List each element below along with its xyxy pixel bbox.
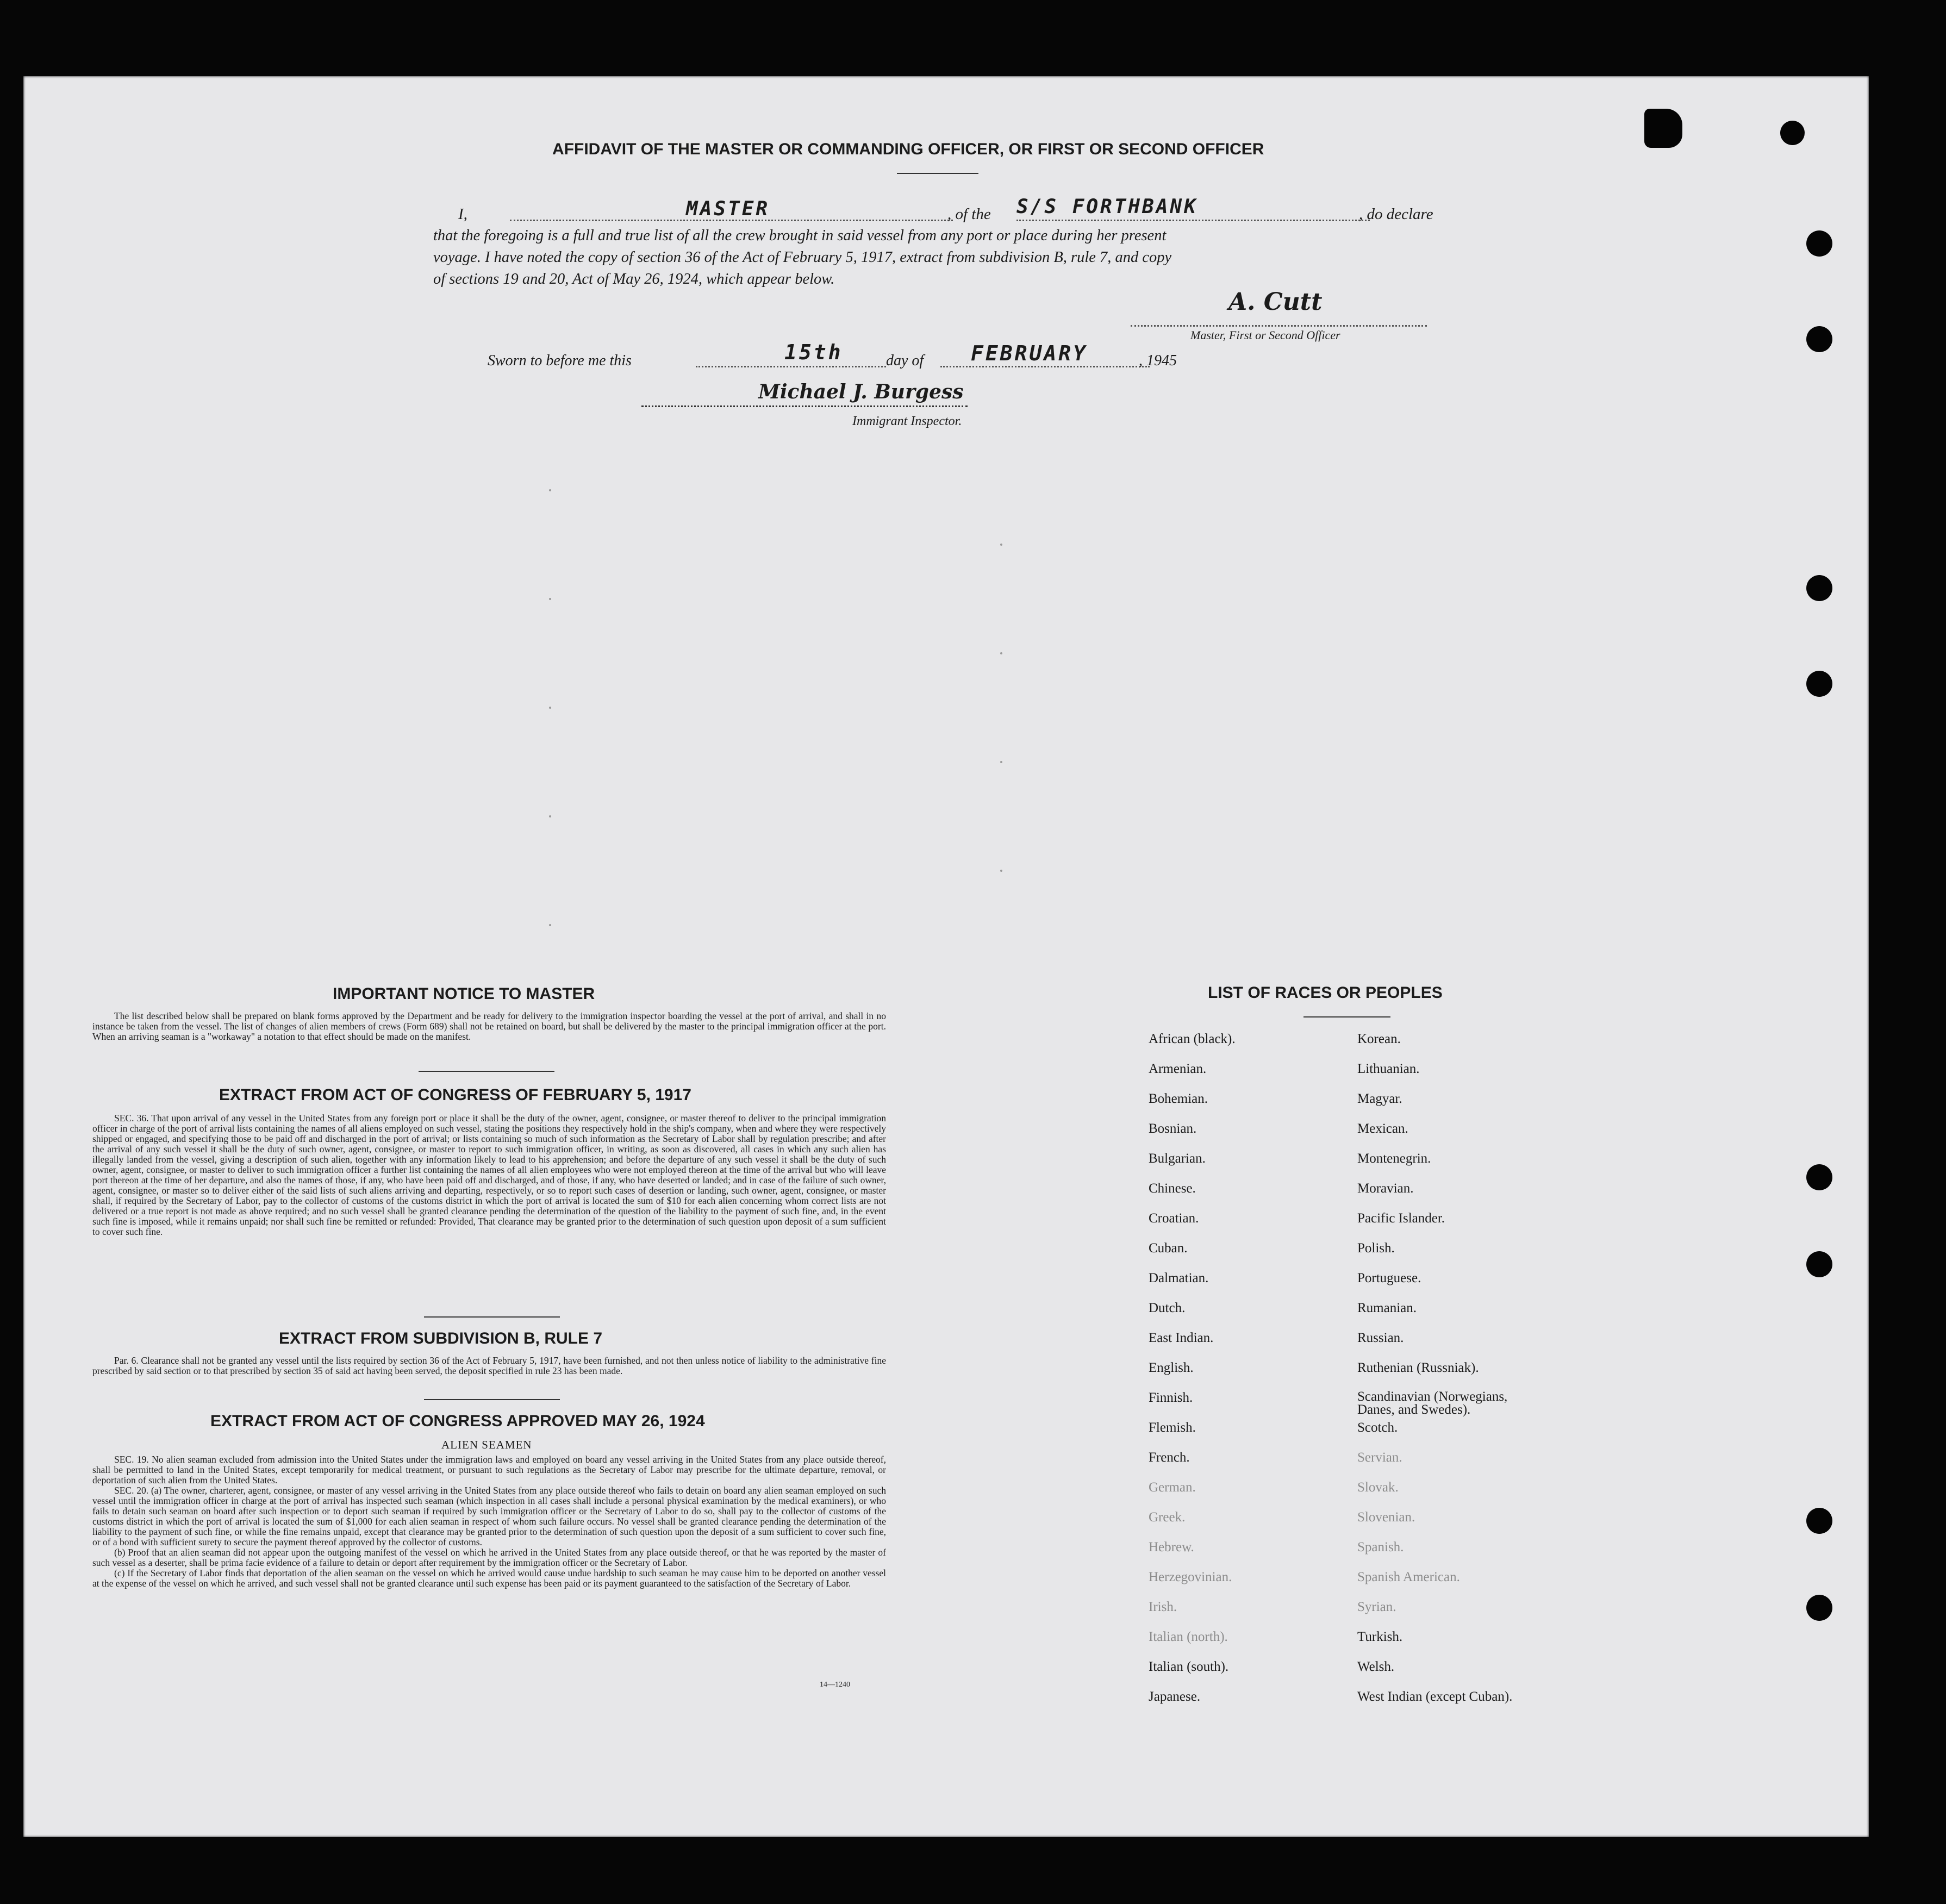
sworn-day-of: day of — [886, 352, 924, 369]
sworn-prefix: Sworn to before me this — [488, 352, 632, 369]
guide-dot — [549, 815, 551, 817]
race-item: Slovak. — [1357, 1480, 1399, 1495]
race-item: Russian. — [1357, 1331, 1404, 1345]
sworn-month-handwritten: FEBRUARY — [971, 341, 1088, 365]
race-item: Rumanian. — [1357, 1301, 1417, 1315]
guide-dot — [1000, 761, 1002, 763]
binder-hole — [1806, 1508, 1832, 1534]
race-item: Moravian. — [1357, 1181, 1414, 1196]
declaration-line-3: voyage. I have noted the copy of section 36 of the Act of February 5, 1917, extract from subdivision B, rule 7, and copy — [433, 249, 1172, 266]
vessel-name-handwritten: S/S FORTHBANK — [1016, 196, 1198, 218]
race-item: Greek. — [1149, 1510, 1186, 1525]
notice-text — [92, 1011, 886, 1042]
race-item: Dalmatian. — [1149, 1271, 1209, 1285]
vessel-blank — [1016, 220, 1370, 221]
rule-7-text — [92, 1356, 886, 1376]
race-item: African (black). — [1149, 1032, 1236, 1046]
guide-dot — [549, 924, 551, 926]
divider — [419, 1071, 554, 1072]
race-item: Slovenian. — [1357, 1510, 1415, 1525]
race-item: Ruthenian (Russniak). — [1357, 1360, 1479, 1375]
race-item: Welsh. — [1357, 1659, 1395, 1674]
month-blank — [940, 366, 1150, 367]
guide-dot — [549, 598, 551, 600]
binder-hole — [1806, 326, 1832, 352]
binder-hole — [1806, 1164, 1832, 1190]
binder-hole — [1806, 1595, 1832, 1621]
master-signature-line — [1131, 325, 1427, 327]
notice-title: IMPORTANT NOTICE TO MASTER — [333, 985, 595, 1003]
races-title: LIST OF RACES OR PEOPLES — [1208, 984, 1443, 1002]
sec-20a-paragraph: SEC. 20. (a) The owner, charterer, agent, consignee, or master of any vessel arriving in the United States from any place outside thereof who fails to detain on board any alien seaman employed on such vessel until the immigration officer in charge at the port of arrival has inspected such seaman (which inspection in all cases shall include a personal physical examination by the medical examiners), or who fails to detain such seaman on board after such inspection or to deport such seaman if required by such immigration officer or the Secretary of Labor to do so, shall pay to the collector of customs of the customs district in which the port of arrival is located the sum of $1,000 for each alien seaman in respect of whom such failure occurs. No vessel shall be granted clearance pending the determination of the liability to the payment of such fine, or while the fine remains unpaid, except that clearance may be granted prior to the determination of such question upon the deposit of a sum sufficient to cover such fine, or of a bond with sufficient surety to secure the payment thereof approved by the collector of customs. — [92, 1485, 886, 1547]
race-item: Italian (south). — [1149, 1659, 1229, 1674]
race-item: Herzegovinian. — [1149, 1570, 1232, 1584]
declaration-line-4: of sections 19 and 20, Act of May 26, 1924, which appear below. — [433, 271, 835, 288]
guide-dot — [1000, 544, 1002, 546]
sworn-year: , 1945 — [1139, 352, 1177, 369]
alien-seamen-subtitle: ALIEN SEAMEN — [441, 1438, 532, 1451]
declaration-of-the: , of the — [947, 205, 991, 223]
day-blank — [696, 366, 886, 367]
race-item: Montenegrin. — [1357, 1151, 1431, 1166]
race-item: Lithuanian. — [1357, 1062, 1420, 1076]
races-underline — [1303, 1016, 1390, 1017]
race-item: Magyar. — [1357, 1091, 1402, 1106]
sec-20c-paragraph: (c) If the Secretary of Labor finds that deportation of the alien seaman on the vessel on which he arrived would cause undue hardship to such seaman he may cause him to be deported on another vessel at the expense of the vessel on which he arrived, and such vessel shall not be granted clearance until such expense has been paid or its payment guaranteed to the satisfaction of the Secretary of Labor. — [92, 1568, 886, 1589]
extract-1917-title: EXTRACT FROM ACT OF CONGRESS OF FEBRUARY 5, 1917 — [219, 1086, 691, 1104]
binder-tab-mark — [1644, 109, 1682, 148]
race-item: Scotch. — [1357, 1420, 1398, 1435]
master-name-handwritten: MASTER — [686, 198, 770, 220]
race-item: Scandinavian (Norwegians, Danes, and Swedes). — [1357, 1389, 1508, 1417]
extract-1924-text — [92, 1454, 886, 1589]
race-item: Bosnian. — [1149, 1121, 1197, 1136]
sec-20b-paragraph: (b) Proof that an alien seaman did not appear upon the outgoing manifest of the vessel on which he arrived in the United States from any place outside thereof, or that he was reported by the master of such vessel as a deserter, shall be prima facie evidence of a failure to detain or deport after requirement by the immigration officer or the Secretary of Labor. — [92, 1547, 886, 1568]
race-item: Mexican. — [1357, 1121, 1408, 1136]
sec-36-paragraph: SEC. 36. That upon arrival of any vessel in the United States from any foreign port or place it shall be the duty of the owner, agent, consignee, or master thereof to deliver to the principal immigration officer in charge of the port of arrival lists containing the names of all aliens employed on such vessel, stating the positions they respectively hold in the ship's company, when and where they were respectively shipped or engaged, and specifying those to be paid off and discharged in the port of arrival; or lists containing so much of such information as the Secretary of Labor shall by regulation prescribe; and after the arrival of any such vessel it shall be the duty of such owner, agent, consignee, or master to report to such immigration officer, in writing, as soon as discovered, all cases in which any such alien has illegally landed from the vessel, giving a description of such alien, together with any information likely to lead to his apprehension; and before the departure of any such vessel it shall be the duty of such owner, agent, consignee, or master to deliver to such immigration officer a further list containing the names of all alien employees who were not employed thereon at the time of the arrival but who will leave port thereon at the time of her departure, and also the names of those, if any, who have been paid off and discharged, and of those, if any, who have deserted or landed; and in case of the failure of such owner, agent, consignee, or master so to deliver either of the said lists of such aliens arriving and departing, respectively, or so to report such cases of desertion or landing, such owner, agent, consignee, or master shall, if required by the Secretary of Labor, pay to the collector of customs of the customs district in which the port of arrival is located the sum of $10 for each alien concerning whom correct lists are not delivered or a true report is not made as above required; and no such vessel shall be granted clearance pending the determination of the question of the liability to the payment of such fine, and, in the event such fine is imposed, while it remains unpaid; nor shall such fine be remitted or refunded: Provided, That clearance may be granted prior to the determination of such question upon deposit of a sum sufficient to cover such fine. — [92, 1113, 886, 1237]
guide-dot — [1000, 652, 1002, 654]
race-item: East Indian. — [1149, 1331, 1214, 1345]
race-item: Dutch. — [1149, 1301, 1186, 1315]
race-item: West Indian (except Cuban). — [1357, 1689, 1513, 1704]
notice-paragraph: The list described below shall be prepared on blank forms approved by the Department and be ready for delivery to the immigration inspector boarding the vessel at the port of arrival, and shall in no instance be taken from the vessel. The list of changes of alien members of crews (Form 689) shall not be retained on board, but shall be delivered by the master to the principal immigration officer at the port. When an arriving seaman is a "workaway" a notation to that effect should be made on the manifest. — [92, 1010, 886, 1042]
race-item: Armenian. — [1149, 1062, 1207, 1076]
binder-hole — [1806, 1251, 1832, 1277]
extract-1924-title: EXTRACT FROM ACT OF CONGRESS APPROVED MAY 26, 1924 — [210, 1412, 705, 1430]
declaration-suffix: , do declare — [1359, 205, 1433, 223]
race-item: Spanish American. — [1357, 1570, 1460, 1584]
declaration-line-2: that the foregoing is a full and true list of all the crew brought in said vessel from any port or place during her present — [433, 227, 1167, 244]
guide-dot — [549, 489, 551, 491]
declaration-prefix: I, — [458, 205, 467, 223]
sec-19-paragraph: SEC. 19. No alien seaman excluded from admission into the United States under the immigration laws and employed on board any vessel arriving in the United States from any place outside thereof, shall be permitted to land in the United States, except temporarily for medical treatment, or pursuant to such regulations as the Secretary of Labor may prescribe for the ultimate departure, removal, or deportation of such alien from the United States. — [92, 1454, 886, 1485]
par-6-paragraph: Par. 6. Clearance shall not be granted any vessel until the lists required by section 36 of the Act of February 5, 1917, have been furnished, and not then unless notice of liability to the administrative fine prescribed by said section or to that prescribed by section 35 of said act having been served, the deposit specified in rule 23 has been made. — [92, 1355, 886, 1376]
race-item: Turkish. — [1357, 1630, 1403, 1644]
binder-hole — [1780, 121, 1805, 145]
race-item: Pacific Islander. — [1357, 1211, 1445, 1226]
race-item: Chinese. — [1149, 1181, 1196, 1196]
master-caption: Master, First or Second Officer — [1190, 328, 1340, 342]
race-item: Bulgarian. — [1149, 1151, 1206, 1166]
binder-hole — [1806, 575, 1832, 601]
race-item: Finnish. — [1149, 1390, 1193, 1405]
race-item: Spanish. — [1357, 1540, 1404, 1555]
race-item: Irish. — [1149, 1600, 1177, 1614]
race-item: Bohemian. — [1149, 1091, 1208, 1106]
inspector-signature-line — [641, 405, 968, 407]
race-item: German. — [1149, 1480, 1196, 1495]
race-item: Flemish. — [1149, 1420, 1196, 1435]
race-item: Korean. — [1357, 1032, 1401, 1046]
inspector-caption: Immigrant Inspector. — [852, 414, 962, 428]
race-item: English. — [1149, 1360, 1194, 1375]
title-underline — [897, 173, 978, 174]
race-item: French. — [1149, 1450, 1190, 1465]
race-item: Servian. — [1357, 1450, 1402, 1465]
race-item: Italian (north). — [1149, 1630, 1228, 1644]
race-item: Japanese. — [1149, 1689, 1201, 1704]
race-item: Syrian. — [1357, 1600, 1396, 1614]
race-item: Polish. — [1357, 1241, 1395, 1256]
sworn-day-handwritten: 15th — [784, 340, 843, 364]
inspector-signature: Michael J. Burgess — [758, 380, 964, 403]
race-item: Hebrew. — [1149, 1540, 1194, 1555]
race-item: Portuguese. — [1357, 1271, 1421, 1285]
divider — [424, 1399, 560, 1400]
form-number: 14—1240 — [820, 1681, 850, 1689]
master-signature: A. Cutt — [1228, 288, 1323, 316]
race-item: Croatian. — [1149, 1211, 1199, 1226]
binder-hole — [1806, 230, 1832, 257]
divider — [424, 1316, 560, 1318]
rule-7-title: EXTRACT FROM SUBDIVISION B, RULE 7 — [279, 1329, 603, 1347]
guide-dot — [1000, 870, 1002, 872]
affidavit-title: AFFIDAVIT OF THE MASTER OR COMMANDING OFFICER, OR FIRST OR SECOND OFFICER — [552, 140, 1264, 158]
binder-hole — [1806, 671, 1832, 697]
race-item: Cuban. — [1149, 1241, 1188, 1256]
guide-dot — [549, 707, 551, 709]
extract-1917-text — [92, 1113, 886, 1237]
